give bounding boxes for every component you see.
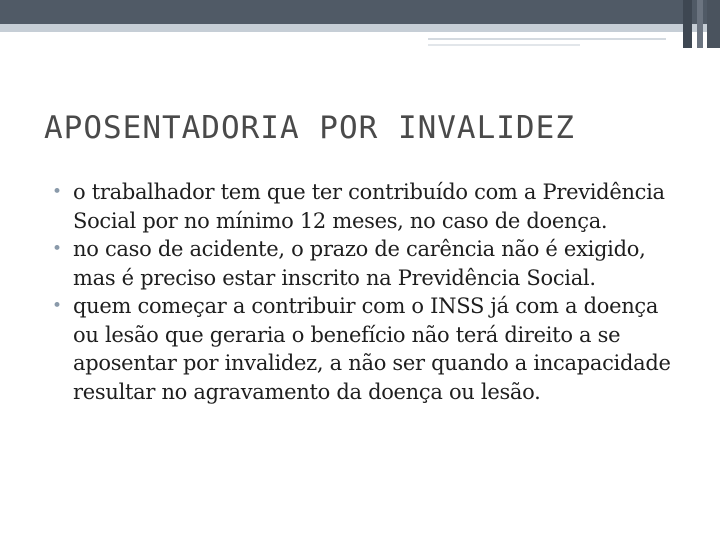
- corner-accent-bar: [707, 0, 720, 48]
- header-accent-line-short: [428, 44, 580, 46]
- slide-title: APOSENTADORIA POR INVALIDEZ: [44, 110, 575, 146]
- header-bar-light: [0, 24, 720, 32]
- header-bar-dark: [0, 0, 720, 24]
- bullet-item: [52, 235, 672, 292]
- bullet-item: [52, 178, 672, 235]
- bullet-icon: •: [52, 182, 62, 202]
- bullet-icon: •: [52, 296, 62, 316]
- header-accent-line: [428, 38, 666, 40]
- bullet-text: no caso de acidente, o prazo de carência não é exigido, mas é preciso estar inscrito na Previdência Social.: [73, 237, 646, 290]
- corner-accent-bar: [697, 0, 703, 48]
- bullet-text: o trabalhador tem que ter contribuído com a Previdência Social por no mínimo 12 meses, no caso de doença.: [73, 180, 665, 233]
- bullet-list: [52, 178, 672, 406]
- corner-accent-bar: [683, 0, 692, 48]
- bullet-item: [52, 292, 672, 406]
- bullet-text: quem começar a contribuir com o INSS já com a doença ou lesão que geraria o benefício não terá direito a se aposentar por invalidez, a não ser quando a incapacidade resultar no agravamento da doença ou lesão.: [73, 294, 671, 404]
- bullet-icon: •: [52, 239, 62, 259]
